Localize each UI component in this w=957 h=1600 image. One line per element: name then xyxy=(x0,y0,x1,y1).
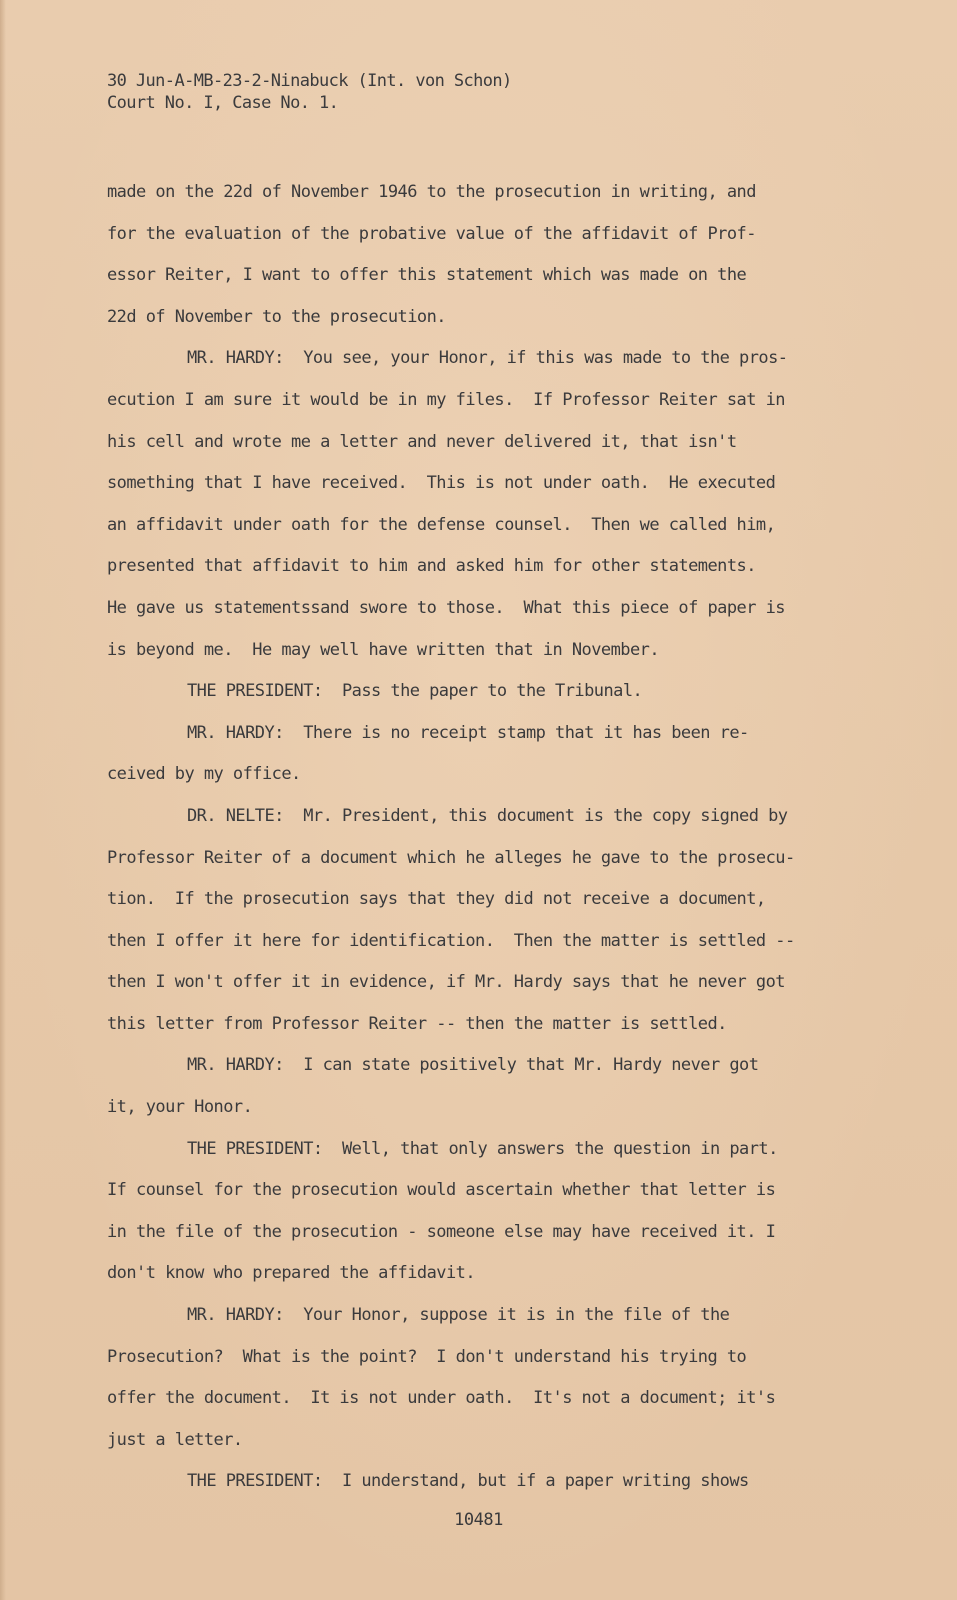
transcript-line: just a letter. xyxy=(107,1429,243,1450)
transcript-line: MR. HARDY: You see, your Honor, if this was made to the pros- xyxy=(187,348,788,369)
transcript-line: THE PRESIDENT: Well, that only answers the question in part. xyxy=(187,1138,778,1159)
document-header xyxy=(107,70,512,114)
transcript-line: DR. NELTE: Mr. President, this document is the copy signed by xyxy=(187,805,788,826)
page-number: 10481 xyxy=(454,1510,503,1530)
transcript-line: He gave us statementssand swore to those. What this piece of paper is xyxy=(107,597,785,618)
transcript-line: don't know who prepared the affidavit. xyxy=(107,1263,476,1284)
header-line-2: Court No. I, Case No. 1. xyxy=(107,93,339,113)
transcript-line: If counsel for the prosecution would ascertain whether that letter is xyxy=(107,1180,776,1201)
transcript-line: it, your Honor. xyxy=(107,1097,253,1118)
transcript-line: then I won't offer it in evidence, if Mr. Hardy says that he never got xyxy=(107,972,785,993)
header-line-1: 30 Jun-A-MB-23-2-Ninabuck (Int. von Schon) xyxy=(107,71,512,91)
transcript-line: tion. If the prosecution says that they did not receive a document, xyxy=(107,889,766,910)
transcript-line: ecution I am sure it would be in my files. If Professor Reiter sat in xyxy=(107,389,785,410)
page-edge-shadow xyxy=(0,0,6,1600)
transcript-line: essor Reiter, I want to offer this statement which was made on the xyxy=(107,265,747,286)
transcript-line: then I offer it here for identification. Then the matter is settled -- xyxy=(107,930,795,951)
transcript-line: this letter from Professor Reiter -- then the matter is settled. xyxy=(107,1013,727,1034)
transcript-line: an affidavit under oath for the defense counsel. Then we called him, xyxy=(107,514,776,535)
transcript-body xyxy=(107,172,847,1503)
transcript-line: something that I have received. This is not under oath. He executed xyxy=(107,473,776,494)
transcript-line: Prosecution? What is the point? I don't understand his trying to xyxy=(107,1346,747,1367)
transcript-line: presented that affidavit to him and asked him for other statements. xyxy=(107,556,756,577)
transcript-line: ceived by my office. xyxy=(107,764,301,785)
transcript-line: made on the 22d of November 1946 to the prosecution in writing, and xyxy=(107,182,756,202)
transcript-line: MR. HARDY: There is no receipt stamp that it has been re- xyxy=(187,722,749,743)
transcript-line: in the file of the prosecution - someone else may have received it. I xyxy=(107,1221,776,1242)
transcript-line: THE PRESIDENT: I understand, but if a paper writing shows xyxy=(187,1471,749,1492)
transcript-line: for the evaluation of the probative value of the affidavit of Prof- xyxy=(107,223,756,244)
transcript-line: MR. HARDY: Your Honor, suppose it is in the file of the xyxy=(187,1305,730,1326)
transcript-line: Professor Reiter of a document which he alleges he gave to the prosecu- xyxy=(107,847,795,868)
transcript-line: is beyond me. He may well have written that in November. xyxy=(107,639,660,660)
transcript-line: MR. HARDY: I can state positively that Mr. Hardy never got xyxy=(187,1055,759,1076)
transcript-line: THE PRESIDENT: Pass the paper to the Tribunal. xyxy=(187,681,643,702)
transcript-line: offer the document. It is not under oath. It's not a document; it's xyxy=(107,1388,776,1409)
transcript-line: his cell and wrote me a letter and never delivered it, that isn't xyxy=(107,431,737,452)
transcript-line: 22d of November to the prosecution. xyxy=(107,306,446,327)
